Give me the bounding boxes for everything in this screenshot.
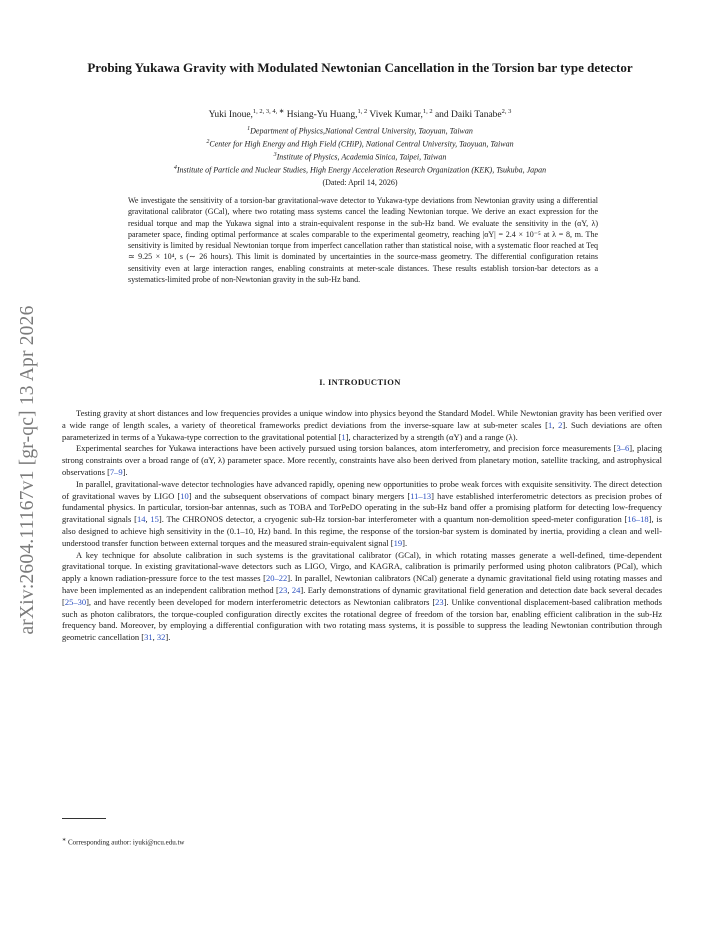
- paragraph-text: ,: [152, 632, 157, 643]
- citation-link[interactable]: 1: [547, 419, 553, 430]
- citation-link[interactable]: 2: [558, 419, 563, 430]
- author-list: [60, 107, 660, 120]
- paragraph-text: ,: [145, 514, 151, 525]
- footnote: [62, 837, 184, 846]
- citation-link[interactable]: 11–13: [410, 490, 432, 501]
- paragraph: [62, 408, 662, 443]
- paragraph-text: ]. The CHRONOS detector, a cryogenic sub-Hz torsion-bar interferometer with a quantum non-demolition speed-meter configuration [: [158, 514, 628, 525]
- affiliation-text: Institute of Particle and Nuclear Studies, High Energy Acceleration Research Organization (KEK), Tsukuba, Japan: [176, 166, 547, 176]
- author-name: Yuki Inoue,: [208, 110, 253, 121]
- affiliation-number: 2: [206, 139, 210, 146]
- affiliation-text: Center for High Energy and High Field (CHiP), National Central University, Taoyuan, Taiwan: [209, 139, 514, 149]
- affiliation-text: Institute of Physics, Academia Sinica, Taipei, Taiwan: [276, 152, 447, 162]
- affiliation-number: 3: [273, 152, 277, 159]
- citation-link[interactable]: 10: [180, 490, 189, 501]
- paragraph-text: ]. Such deviations are often parameterized in terms of a Yukawa-type correction to the gravitational potential [: [62, 419, 663, 442]
- paper-title: Probing Yukawa Gravity with Modulated Newtonian Cancellation in the Torsion bar type detector: [87, 60, 633, 75]
- citation-link[interactable]: 32: [156, 632, 166, 643]
- paragraph-text: ].: [402, 537, 408, 548]
- author: [435, 110, 511, 120]
- author-name: Vivek Kumar,: [369, 110, 423, 121]
- affiliation-number: 4: [173, 165, 177, 172]
- affiliation-number: 1: [247, 126, 251, 132]
- paragraph-text: ]. Early demonstrations of dynamic gravitational field generation and detection date back several decades [: [62, 584, 663, 607]
- paragraph-text: ] have established interferometric detectors as precision probes of fundamental physics. In particular, torsion-bar antennas, such as TOBA and TorPeDO operating in the sub-Hz band offer a promising platform for detecting low-frequency gravitational signals [: [62, 490, 662, 525]
- author-affiliation-marks: 1, 2, 3, 4, ∗: [252, 108, 285, 115]
- paragraph-text: ], is also designed to achieve high sensitivity in the (0.1–10, Hz) band. In this regime, the response of the torsion-bar system is dominated by inertia, providing a clean and well-understood transfer function between external torques and the measured strain-equivalent signal [: [62, 514, 663, 548]
- paragraph-text: ].: [165, 632, 171, 643]
- affiliation: [60, 137, 660, 150]
- paragraph-text: Testing gravity at short distances and low frequencies provides a unique window into physics beyond the Standard Model. While Newtonian gravity has been verified over a wide range of length scales, a variety of theoretical frameworks predict deviations from the inverse-square law at sub-meter scales [: [62, 408, 662, 430]
- affiliation: [60, 163, 660, 176]
- paragraph-text: ]. Unlike conventional displacement-based calibration methods such as photon calibrators, the torque-coupled configuration directly excites the rotational degree of freedom of the torsion bar, enabling efficient calibration in the sub-Hz frequency band. Moreover, by employing a differential configuration with two rotating mass systems, it is possible to suppress the leading Newtonian contribution through geometric cancellation [: [62, 596, 662, 643]
- paragraph-text: ]. In parallel, Newtonian calibrators (NCal) generate a dynamic gravitational field using rotating masses and have been implemented as an independent calibration method [: [62, 573, 663, 595]
- paragraph: [62, 550, 662, 644]
- section-heading-introduction: I. INTRODUCTION: [319, 377, 401, 387]
- author-affiliation-marks: 1, 2: [357, 108, 368, 115]
- arxiv-sidebar-stamp: [8, 260, 48, 680]
- dated-line: (Dated: April 14, 2026): [322, 177, 398, 187]
- citation-link[interactable]: 23: [435, 596, 444, 607]
- citation-link[interactable]: 14: [136, 514, 146, 525]
- introduction-body: [62, 408, 662, 644]
- paragraph-text: ,: [287, 584, 292, 595]
- citation-link[interactable]: 7–9: [109, 466, 123, 477]
- citation-link[interactable]: 20–22: [265, 573, 288, 584]
- citation-link[interactable]: 24: [291, 584, 301, 595]
- author-affiliation-marks: 2, 3: [501, 108, 512, 115]
- author-affiliation-marks: 1, 2: [422, 108, 433, 115]
- citation-link[interactable]: 23: [278, 584, 288, 595]
- affiliation-text: Department of Physics,National Central University, Taoyuan, Taiwan: [250, 126, 473, 136]
- paragraph-text: Experimental searches for Yukawa interactions have been actively pursued using torsion balances, atom interferometry, and precision force measurements [: [76, 443, 617, 454]
- affiliation: [60, 124, 660, 137]
- citation-link[interactable]: 15: [150, 514, 159, 525]
- paragraph-text: ].: [122, 466, 128, 477]
- author: [287, 110, 367, 120]
- paragraph: [62, 443, 662, 478]
- citation-link[interactable]: 19: [393, 537, 403, 548]
- paragraph-text: ], and have recently been developed for modern interferometric detectors as Newtonian calibrators [: [86, 596, 436, 607]
- author-name: and Daiki Tanabe: [434, 110, 502, 121]
- paragraph-text: ,: [552, 419, 559, 430]
- citation-link[interactable]: 16–18: [627, 514, 649, 525]
- affiliation-block: [60, 124, 660, 188]
- paragraph-text: ] and the subsequent observations of compact binary mergers [: [188, 490, 411, 501]
- author-name: Hsiang-Yu Huang,: [286, 110, 358, 121]
- citation-link[interactable]: 1: [341, 431, 346, 442]
- citation-link[interactable]: 25–30: [64, 596, 87, 607]
- arxiv-id-label: arXiv:2604.11167v1 [gr-qc] 13 Apr 2026: [17, 305, 38, 635]
- footnote-text: Corresponding author: iyuki@ncu.edu.tw: [67, 838, 185, 847]
- paragraph: [62, 479, 662, 550]
- abstract: We investigate the sensitivity of a torsion-bar gravitational-wave detector to Yukawa-type deviations from Newtonian gravity using a differential gravitational calibrator (GCal), where two rotating mass systems cancel the leading Newtonian torque. We derive an exact expression for the residual torque and map the Yukawa signal into a strain-equivalent response in the sub-Hz band. We evaluate the sensitivity in the (αY, λ) parameter space, finding optimal performance at scales comparable to the experimental geometry, reaching |αY| = 2.4 × 10⁻⁵ at λ = 8, m. The sensitivity is limited by residual Newtonian torque from imperfect cancellation rather than statistical noise, with a systematic floor reached at Teq ≃ 9.25 × 10⁴, s (∼ 26 hours). This limit is dominated by uncertainties in the source-mass geometry. The differential configuration retains sensitivity even at large interaction ranges, enabling constraints at meter-scale distances. These results establish torsion-bar detectors as a systematics-limited probe of non-Newtonian gravity in the sub-Hz band.: [128, 196, 598, 285]
- citation-link[interactable]: 3–6: [616, 443, 630, 454]
- footnote-rule: [62, 818, 106, 819]
- affiliation: [60, 150, 660, 163]
- paragraph-text: In parallel, gravitational-wave detector technologies have advanced rapidly, opening new opportunities to probe weak forces with exquisite sensitivity. The direct detection of gravitational waves by LIGO [: [62, 478, 662, 501]
- paragraph-text: A key technique for absolute calibration in such systems is the gravitational calibrator (GCal), in which rotating masses generate a well-defined, time-dependent gravitational torque. In existing gravitational-wave detectors such as LIGO, Virgo, and KAGRA, calibration is primarily performed using photon calibrators (PCal), which apply a known radiation-pressure force to the test masses [: [62, 549, 662, 584]
- footnote-marker: ∗: [62, 838, 67, 843]
- author: [369, 110, 432, 120]
- paragraph-text: ], placing strong constraints over a broad range of (αY, λ) parameter space. More recently, constraints have also been derived from planetary motion, satellite tracking, and astrophysical observations [: [62, 443, 662, 477]
- author: [209, 110, 285, 120]
- paragraph-text: ], characterized by a strength (αY) and a range (λ).: [345, 431, 518, 442]
- citation-link[interactable]: 31: [144, 632, 153, 643]
